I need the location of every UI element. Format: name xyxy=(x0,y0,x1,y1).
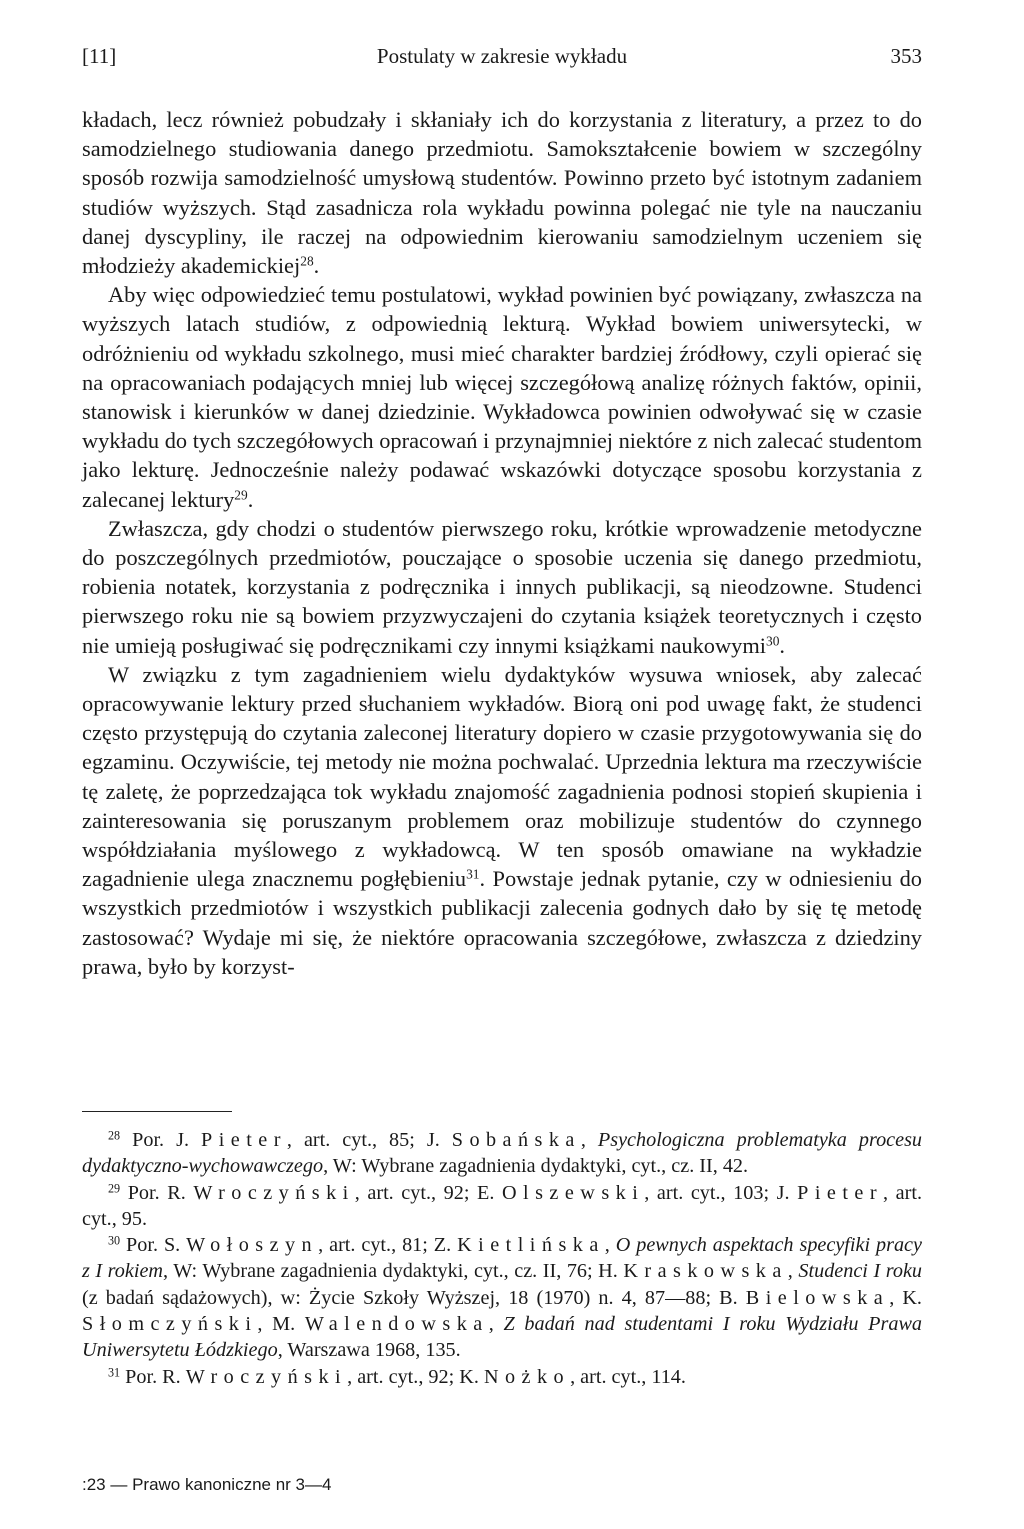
paragraph xyxy=(82,105,922,280)
footnote-text: , M. xyxy=(257,1313,305,1336)
paragraph xyxy=(82,660,922,981)
footnote-text: Por. J. xyxy=(132,1129,202,1151)
page-number: 353 xyxy=(890,44,922,68)
paragraph-text: W związku z tym zagadnieniem wielu dydaktyków wysuwa wniosek, aby zalecać opracowywanie lektury przed słuchaniem wykładów. Biorą oni pod uwagę fakt, że studenci często przystępują do czytania zaleconej literatury dopiero w czasie przygotowywania się do egzaminu. Oczywiście, tej metody nie można pochwalać. Uprzednia lektura ma rzeczywiście tę zaletę, że poprzedzająca tok wykładu znajomość zagadnienia podnosi stopień skupienia i zainteresowania się poruszanym problemem oraz mobilizuje studentów do czynnego współdziałania myślowego z wykładowcą. W ten sposób omawiane na wykładzie zagadnienie ulega znacznemu pogłębieniu xyxy=(82,661,922,892)
paragraph xyxy=(82,514,922,660)
author-name: Wroczyński xyxy=(185,1365,348,1388)
cited-title: O pewnych aspektach specyfiki pracy z I rokiem xyxy=(82,1234,922,1283)
author-name: Kraskowska xyxy=(623,1260,788,1283)
author-name: Wroczyński xyxy=(193,1181,355,1204)
paragraph-text-end: . xyxy=(313,253,320,279)
footnote-text: , art. cyt., 103; J. xyxy=(644,1181,798,1204)
footnote-text: , xyxy=(604,1234,616,1257)
author-name: Walendowska xyxy=(304,1313,489,1336)
footnote-29 xyxy=(82,1180,922,1233)
paragraph xyxy=(82,280,922,514)
body-text xyxy=(82,105,922,981)
footnote-text: , xyxy=(580,1129,598,1151)
footnote-text: , art. cyt., 81; Z. xyxy=(318,1234,458,1257)
footnote-ref[interactable]: 29 xyxy=(234,487,248,503)
author-name: Sobańska xyxy=(451,1129,581,1151)
footnote-28 xyxy=(82,1127,922,1180)
footnote-text: , art. cyt., 95. xyxy=(82,1181,923,1230)
footnote-text: , art. cyt., 114. xyxy=(570,1365,686,1388)
cited-title: Studenci I roku xyxy=(798,1260,923,1283)
paragraph-text-end: . xyxy=(779,632,786,658)
footnote-text: (z badań sądażowych), w: Życie Szkoły Wyższej, 18 (1970) n. 4, 87—88; B. xyxy=(82,1286,746,1309)
paragraph-text: Zwłaszcza, gdy chodzi o studentów pierwszego roku, krótkie wprowadzenie metodyczne do poszczególnych przedmiotów, pouczające o sposobie uczenia się danego przedmiotu, robienia notatek, korzystania z podręcznika i innych publikacji, są nieodzowne. Studenci pierwszego roku nie są bowiem przyzwyczajeni do czytania książek teoretycznych i często nie umieją posługiwać się podręcznikami czy innymi książkami naukowymi xyxy=(82,515,922,658)
cited-title: Z badań nad studentami I roku Wydziału Prawa Uniwersytetu Łódzkiego xyxy=(82,1313,923,1362)
footnotes xyxy=(82,1127,922,1390)
author-name: Wołoszyn xyxy=(186,1234,319,1257)
footnote-number: 28 xyxy=(108,1128,121,1143)
footnote-text: Por. R. xyxy=(127,1181,194,1204)
paragraph-text: Aby więc odpowiedzieć temu postulatowi, wykład powinien być powiązany, zwłaszcza na wyższych latach studiów, z odpowiednią lekturą. Wykład bowiem uniwersytecki, w odróżnieniu od wykładu szkolnego, musi mieć charakter bardziej źródłowy, czyli opierać się na opracowaniach podających mniej lub więcej szczegółową analizę różnych faktów, opinii, stanowisk i kierunków w danej dziedzinie. Wykładowca powinien odwoływać się w czasie wykładu do tych szczegółowych opracowań i przynajmniej niektóre z nich zalecać studentom jako lekturę. Jednocześnie należy podawać wskazówki dotyczące sposobu korzystania z zalecanej lektury xyxy=(82,282,922,512)
author-name: Pieter xyxy=(797,1181,884,1204)
footnote-divider xyxy=(82,1111,232,1112)
author-name: Pieter xyxy=(201,1129,287,1151)
author-name: Kietlińska xyxy=(457,1234,605,1257)
footnote-number: 30 xyxy=(108,1233,121,1248)
paragraph-text: kładach, lecz również pobudzały i skłaniały ich do korzystania z literatury, a przez to do samodzielnego studiowania danego przedmiotu. Samokształcenie bowiem w szczególny sposób rozwija samodzielność umysłową studentów. Powinno przeto być istotnym zadaniem studiów wyższych. Stąd zasadnicza rola wykładu powinna polegać nie tyle na nauczaniu danej dyscypliny, ile raczej na odpowiednim kierowaniu samodzielnym uczeniem się młodzieży akademickiej xyxy=(82,107,922,279)
footnote-number: 29 xyxy=(108,1180,121,1195)
footnote-30 xyxy=(82,1232,922,1363)
footnote-text: , Warszawa 1968, 135. xyxy=(277,1339,461,1362)
paragraph-text-end: . Powstaje jednak pytanie, czy w odniesieniu do wszystkich przedmiotów i wszystkich publikacji zalecenia godnych dało by się tę metodę zastosować? Wydaje mi się, że niektóre opracowania szczegółowe, zwłaszcza z dziedziny prawa, było by korzyst- xyxy=(82,866,922,979)
footnote-31 xyxy=(82,1364,922,1390)
footnote-ref[interactable]: 31 xyxy=(466,866,480,882)
footnote-number: 31 xyxy=(108,1365,121,1380)
paragraph-text-end: . xyxy=(247,486,254,512)
footnote-text: , art. cyt., 85; J. xyxy=(286,1129,452,1151)
footnote-text: Por. R. xyxy=(125,1365,186,1388)
footnote-text: , W: Wybrane zagadnienia dydaktyki, cyt., cz. II, 76; H. xyxy=(163,1260,624,1283)
running-title: Postulaty w zakresie wykładu xyxy=(376,44,628,68)
footnote-text: , W: Wybrane zagadnienia dydaktyki, cyt., cz. II, 42. xyxy=(323,1155,749,1178)
footnote-text: , K. xyxy=(889,1286,922,1309)
footnote-text: , xyxy=(488,1313,504,1336)
author-name: Bielowska xyxy=(745,1286,890,1309)
footnote-text: Por. S. xyxy=(126,1234,187,1257)
footnote-text: , xyxy=(787,1260,799,1283)
author-name: Olszewski xyxy=(502,1181,645,1204)
footnote-text: , art. cyt., 92; E. xyxy=(354,1181,502,1204)
footnote-ref[interactable]: 28 xyxy=(300,253,314,269)
running-header xyxy=(82,44,922,74)
author-name: Słomczyński xyxy=(82,1313,258,1336)
footnote-ref[interactable]: 30 xyxy=(765,633,780,649)
footnote-text: , art. cyt., 92; K. xyxy=(347,1365,484,1388)
author-name: Nożko xyxy=(483,1365,571,1388)
section-number: [11] xyxy=(82,44,117,68)
signature-line: :23 — Prawo kanoniczne nr 3—4 xyxy=(82,1475,332,1494)
cited-title: Psychologiczna problematyka procesu dydaktyczno-wychowawczego xyxy=(82,1129,923,1178)
